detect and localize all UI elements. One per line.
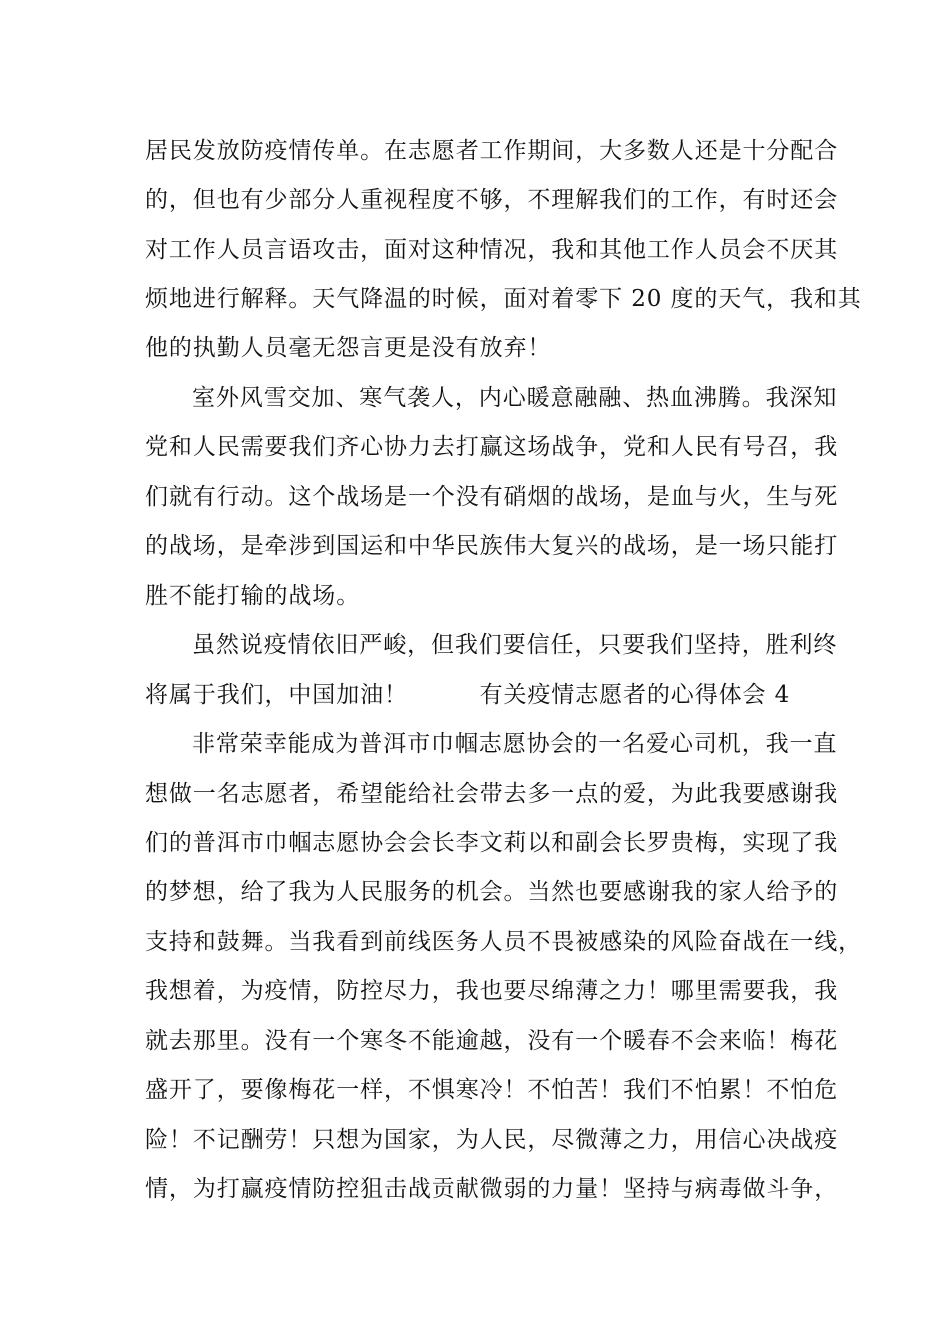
text-line: 他的执勤人员毫无怨言更是没有放弃！ xyxy=(145,335,552,361)
text-line: 的梦想，给了我为人民服务的机会。当然也要感谢我的家人给予的 xyxy=(145,879,839,905)
text-line: 情，为打赢疫情防控狙击战贡献微弱的力量！坚持与病毒做斗争， xyxy=(145,1176,839,1202)
text-line-with-heading: 将属于我们，中国加油！ 有关疫情志愿者的心得体会 4 xyxy=(145,682,791,708)
text-line: 的战场，是牵涉到国运和中华民族伟大复兴的战场，是一场只能打 xyxy=(145,533,839,559)
text-line: 盛开了，要像梅花一样，不惧寒冷！不怕苦！我们不怕累！不怕危 xyxy=(145,1077,839,1103)
text-line: 们就有行动。这个战场是一个没有硝烟的战场，是血与火，生与死 xyxy=(145,484,839,510)
text-line: 们的普洱市巾帼志愿协会会长李文莉以和副会长罗贵梅，实现了我 xyxy=(145,830,839,856)
text-line: 险！不记酬劳！只想为国家，为人民，尽微薄之力，用信心决战疫 xyxy=(145,1127,839,1153)
text-line: 居民发放防疫情传单。在志愿者工作期间，大多数人还是十分配合 xyxy=(145,138,839,164)
text-line: 的，但也有少部分人重视程度不够，不理解我们的工作，有时还会 xyxy=(145,187,839,213)
text-line: 想做一名志愿者，希望能给社会带去多一点的爱，为此我要感谢我 xyxy=(145,781,839,807)
text-line: 对工作人员言语攻击，面对这种情况，我和其他工作人员会不厌其 xyxy=(145,237,839,263)
paragraph-first-line: 虽然说疫情依旧严峻，但我们要信任，只要我们坚持，胜利终 xyxy=(192,632,838,658)
paragraph-first-line: 非常荣幸能成为普洱市巾帼志愿协会的一名爱心司机，我一直 xyxy=(192,731,838,757)
paragraph-first-line: 室外风雪交加、寒气袭人，内心暖意融融、热血沸腾。我深知 xyxy=(192,385,838,411)
text-line: 烦地进行解释。天气降温的时候，面对着零下 20 度的天气，我和其 xyxy=(145,286,862,312)
text-line: 就去那里。没有一个寒冬不能逾越，没有一个暖春不会来临！梅花 xyxy=(145,1028,839,1054)
text-line: 党和人民需要我们齐心协力去打赢这场战争，党和人民有号召，我 xyxy=(145,434,839,460)
text-line: 胜不能打输的战场。 xyxy=(145,583,361,609)
text-line: 我想着，为疫情，防控尽力，我也要尽绵薄之力！哪里需要我，我 xyxy=(145,978,839,1004)
text-line: 支持和鼓舞。当我看到前线医务人员不畏被感染的风险奋战在一线， xyxy=(145,929,862,955)
